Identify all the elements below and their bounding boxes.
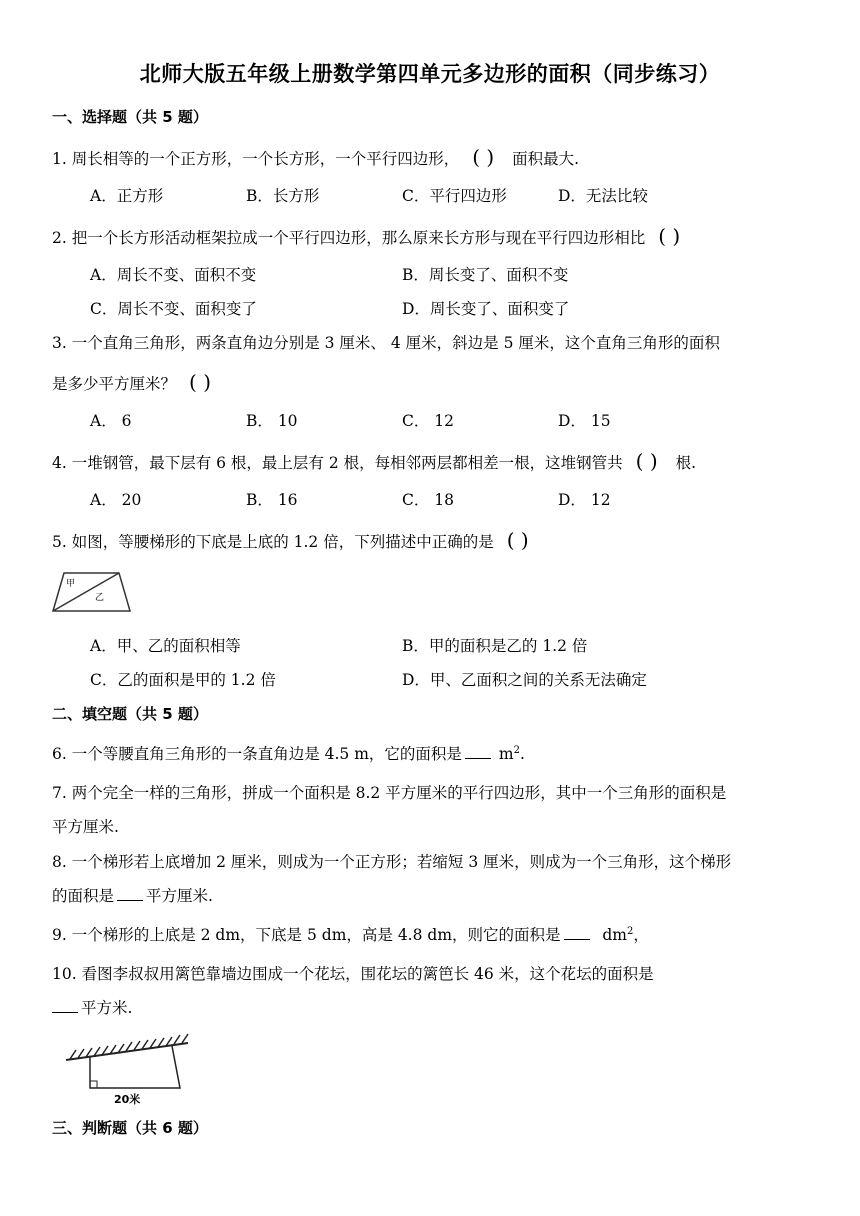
question-6-text: 6. 一个等腰直角三角形的一条直角边是 4.5 m，它的面积是	[52, 745, 462, 763]
option-b: B．甲的面积是乙的 1.2 倍	[402, 637, 588, 655]
answer-blank	[465, 758, 491, 759]
question-9-text: 9. 一个梯形的上底是 2 dm，下底是 5 dm，高是 4.8 dm，则它的面积是	[52, 926, 561, 944]
question-7-line-2: 平方厘米.	[52, 818, 119, 836]
option-d: D．无法比较	[558, 187, 648, 205]
answer-paren: ( )	[189, 370, 211, 394]
section-heading-fill: 二、填空题（共 5 题）	[52, 705, 208, 723]
question-10-line-2	[52, 996, 132, 1018]
question-4-text: 4. 一堆钢管，最下层有 6 根，最上层有 2 根，每相邻两层都相差一根，这堆钢管共	[52, 454, 623, 472]
question-8-line-1: 8. 一个梯形若上底增加 2 厘米，则成为一个正方形；若缩短 3 厘米，则成为一个三角形，这个梯形	[52, 853, 732, 871]
unit-text: m	[498, 745, 514, 763]
question-6	[52, 742, 525, 764]
question-3-line-1: 3. 一个直角三角形，两条直角边分别是 3 厘米、 4 厘米，斜边是 5 厘米，这个直角三角形的面积	[52, 334, 720, 352]
question-5-text: 5. 如图，等腰梯形的下底是上底的 1.2 倍，下列描述中正确的是	[52, 533, 494, 551]
option-a: A．甲、乙的面积相等	[90, 637, 241, 655]
wall-line	[66, 1043, 188, 1060]
width-label: 20米	[114, 1093, 141, 1106]
question-9-end: ，	[633, 926, 649, 944]
option-c: C．平行四边形	[402, 187, 507, 205]
right-angle-mark	[90, 1081, 97, 1088]
question-3-line-2	[52, 370, 224, 394]
question-10-line-1: 10. 看图李叔叔用篱笆靠墙边围成一个花坛，围花坛的篱笆长 46 米，这个花坛的面积是	[52, 965, 654, 983]
option-a: A． 20	[90, 491, 142, 509]
option-d: D． 15	[558, 412, 611, 430]
option-b: B．周长变了、面积不变	[402, 266, 569, 284]
answer-paren: ( )	[658, 224, 681, 248]
option-c: C． 12	[402, 412, 455, 430]
option-d: D．甲、乙面积之间的关系无法确定	[402, 671, 647, 689]
option-d: D．周长变了、面积变了	[402, 300, 570, 318]
question-4-tail: 根.	[670, 454, 697, 472]
unit-exponent: 2	[627, 925, 634, 937]
unit-exponent: 2	[513, 744, 520, 756]
question-5	[52, 528, 542, 552]
unit-text: dm	[602, 926, 627, 944]
option-b: B． 10	[246, 412, 298, 430]
answer-blank	[564, 939, 590, 940]
question-8-tail: 平方厘米.	[146, 887, 213, 905]
option-d: D． 12	[558, 491, 611, 509]
flower-bed-figure	[62, 1030, 192, 1110]
answer-blank	[117, 900, 143, 901]
question-9	[52, 923, 649, 945]
option-c: C． 18	[402, 491, 455, 509]
question-4	[52, 449, 696, 473]
trapezoid-outline	[53, 573, 130, 611]
option-a: A．周长不变、面积不变	[90, 266, 257, 284]
section-heading-judge: 三、判断题（共 6 题）	[52, 1119, 208, 1137]
question-2-text: 2. 把一个长方形活动框架拉成一个平行四边形，那么原来长方形与现在平行四边形相比	[52, 229, 646, 247]
question-1-tail: 面积最大.	[507, 150, 580, 168]
option-b: B．长方形	[246, 187, 320, 205]
wall-hatching	[70, 1034, 188, 1059]
figure-label-jia: 甲	[66, 579, 76, 589]
question-10-tail: 平方米.	[81, 999, 133, 1017]
section-heading-choice: 一、选择题（共 5 题）	[52, 108, 208, 126]
option-b: B． 16	[246, 491, 298, 509]
question-6-end: .	[519, 745, 525, 763]
answer-blank	[52, 1012, 78, 1013]
question-8-line-2	[52, 884, 213, 906]
question-2	[52, 224, 693, 248]
trapezoid-figure	[50, 570, 134, 614]
figure-label-yi: 乙	[95, 593, 105, 603]
page-title: 北师大版五年级上册数学第四单元多边形的面积（同步练习）	[139, 62, 721, 86]
question-1-text: 1. 周长相等的一个正方形，一个长方形，一个平行四边形，	[52, 150, 460, 168]
question-3-text: 是多少平方厘米？	[52, 375, 177, 393]
question-7-line-1: 7. 两个完全一样的三角形，拼成一个面积是 8.2 平方厘米的平行四边形，其中一个三角形的面积是	[52, 784, 727, 802]
option-a: A．正方形	[90, 187, 164, 205]
question-8-text: 的面积是	[52, 887, 115, 905]
answer-paren: ( )	[472, 145, 495, 169]
option-c: C．周长不变、面积变了	[90, 300, 257, 318]
answer-paren: ( )	[506, 528, 529, 552]
question-1	[52, 145, 579, 169]
option-c: C．乙的面积是甲的 1.2 倍	[90, 671, 276, 689]
answer-paren: ( )	[635, 449, 658, 473]
option-a: A． 6	[90, 412, 132, 430]
